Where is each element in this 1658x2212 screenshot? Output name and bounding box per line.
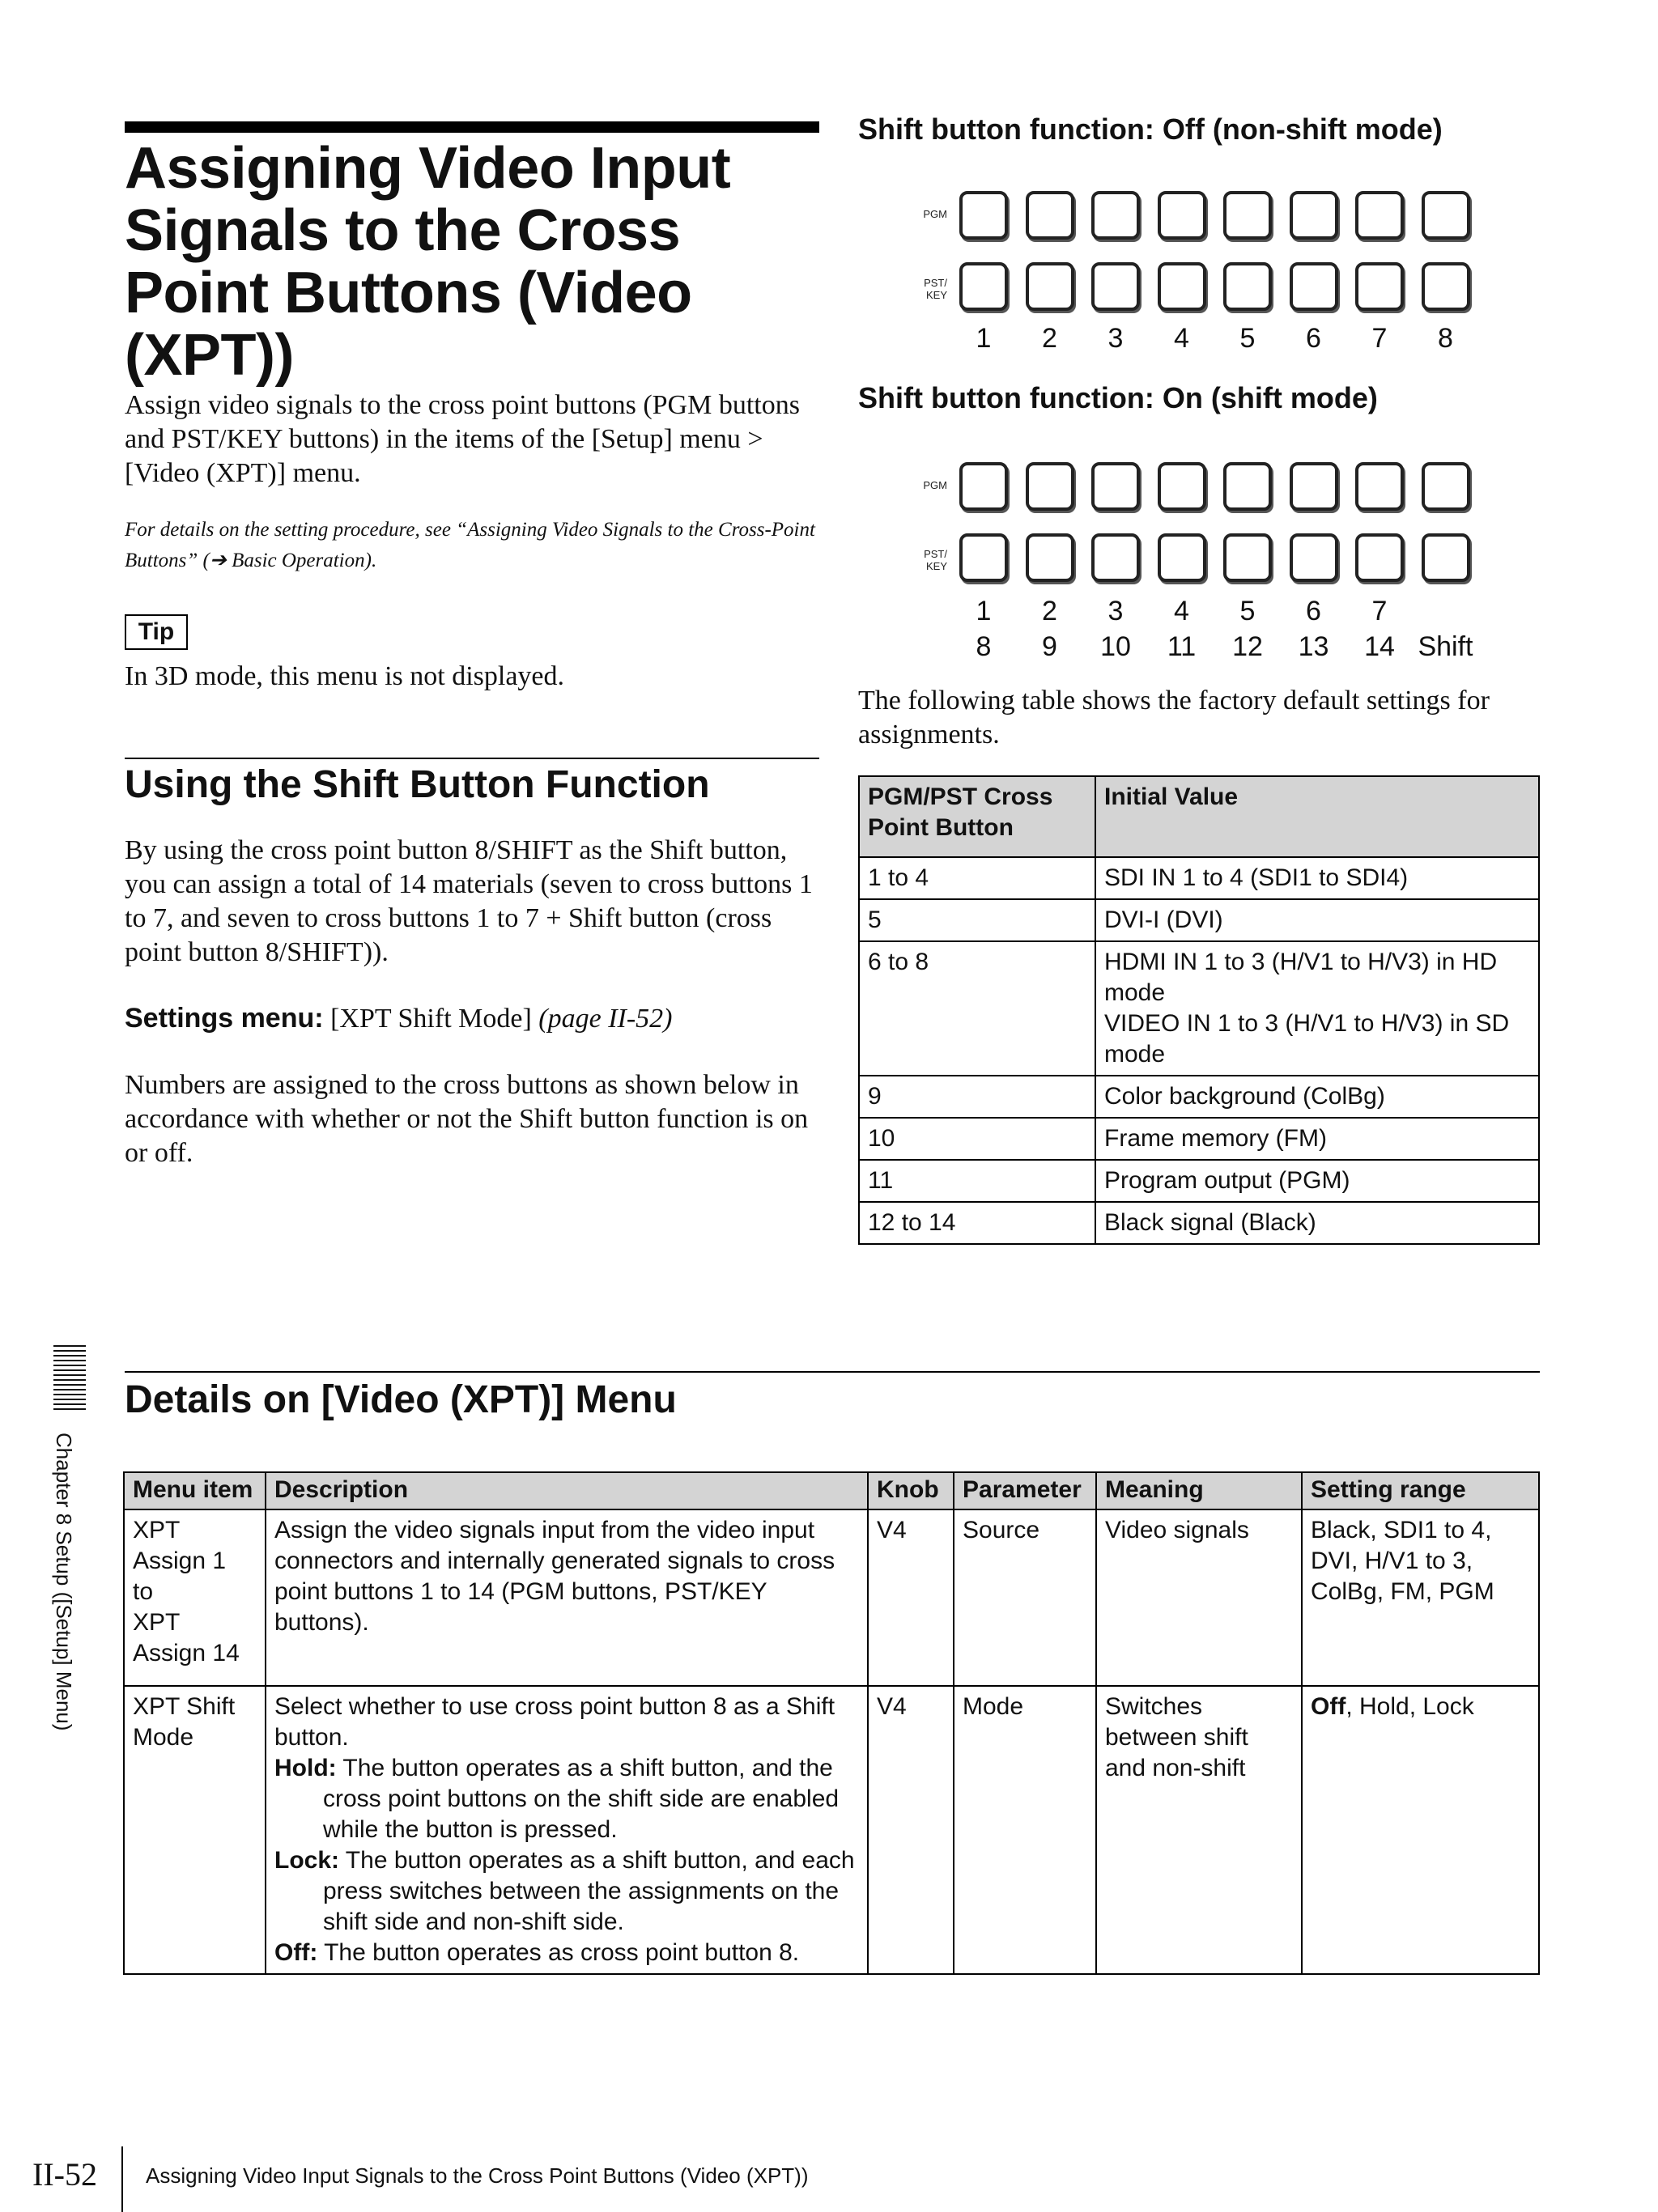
- pst-key-button-diagram: [959, 262, 1008, 311]
- pgm-button-diagram: [1026, 191, 1074, 240]
- chapter-tab-label: Chapter 8 Setup ([Setup] Menu): [52, 1433, 76, 1731]
- table-header-cell: Description: [266, 1472, 868, 1509]
- range-cell: Black, SDI1 to 4, DVI, H/V1 to 3, ColBg, FM, PGM: [1302, 1509, 1539, 1686]
- pst-key-button-diagram: [1223, 262, 1272, 311]
- initial-value-cell: Frame memory (FM): [1095, 1118, 1539, 1160]
- description-intro: Select whether to use cross point button 8 as a Shift button.: [274, 1693, 835, 1751]
- button-number: 6: [1306, 323, 1321, 354]
- description-cell: Assign the video signals input from the video input connectors and internally generated signals to cross point buttons 1 to 14 (PGM buttons, PST/KEY buttons).: [266, 1509, 868, 1686]
- pgm-button-diagram: [1355, 462, 1404, 511]
- pgm-button-diagram: [1223, 462, 1272, 511]
- pst-key-button-diagram: [1422, 533, 1470, 582]
- pst-key-button-diagram: [1290, 533, 1338, 582]
- option-label: Off:: [274, 1939, 318, 1966]
- range-default: Off: [1311, 1693, 1346, 1720]
- button-range-cell: 11: [859, 1160, 1095, 1202]
- button-number: 2: [1042, 323, 1057, 354]
- page-number: II-52: [32, 2156, 97, 2193]
- option-off: [274, 1938, 859, 1968]
- settings-page-ref: (page II-52): [538, 1004, 673, 1034]
- default-settings-table: [858, 775, 1540, 1245]
- option-hold: [274, 1753, 859, 1845]
- table-row: [859, 1202, 1539, 1244]
- pst-key-button-diagram: [1355, 533, 1404, 582]
- button-range-cell: 9: [859, 1076, 1095, 1118]
- knob-cell: V4: [868, 1686, 954, 1974]
- pst-key-button-diagram: [1026, 262, 1074, 311]
- parameter-cell: Mode: [954, 1686, 1096, 1974]
- button-number: 6: [1306, 596, 1321, 626]
- knob-cell: V4: [868, 1509, 954, 1686]
- diagram-off: [858, 186, 1554, 364]
- button-number-shift: 14: [1364, 631, 1395, 662]
- table-header-row: [859, 776, 1539, 857]
- table-header-cell: Setting range: [1302, 1472, 1539, 1509]
- pst-key-button-diagram: [1355, 262, 1404, 311]
- button-range-cell: 5: [859, 899, 1095, 941]
- button-number: 3: [1107, 323, 1124, 354]
- button-number: 5: [1239, 323, 1256, 354]
- meaning-cell: Switches between shift and non-shift: [1096, 1686, 1302, 1974]
- range-rest: , Hold, Lock: [1346, 1693, 1474, 1720]
- details-heading: Details on [Video (XPT)] Menu: [125, 1378, 677, 1421]
- pgm-button-diagram: [1091, 191, 1140, 240]
- pst-key-button-diagram: [959, 533, 1008, 582]
- initial-value-cell: Black signal (Black): [1095, 1202, 1539, 1244]
- footer-title: Assigning Video Input Signals to the Cross Point Buttons (Video (XPT)): [146, 2163, 809, 2188]
- table-header-cell: PGM/PST Cross Point Button: [859, 776, 1095, 857]
- settings-menu-value: [XPT Shift Mode]: [330, 1004, 532, 1034]
- menu-item-cell: XPT Assign 1 to XPT Assign 14: [124, 1509, 266, 1686]
- button-number-shift: 10: [1100, 631, 1131, 662]
- table-row: [859, 899, 1539, 941]
- meaning-cell: Video signals: [1096, 1509, 1302, 1686]
- settings-menu-line: [125, 1001, 821, 1036]
- details-header-row: [124, 1472, 1539, 1509]
- page-title: Assigning Video Input Signals to the Cross Point Buttons (Video (XPT)): [125, 136, 731, 388]
- pgm-button-diagram: [1158, 462, 1206, 511]
- initial-value-cell: Color background (ColBg): [1095, 1076, 1539, 1118]
- chapter-tab-marker: [53, 1345, 86, 1413]
- reference-note: For details on the setting procedure, see “Assigning Video Signals to the Cross-Point Buttons” (➔ Basic Operation).: [125, 519, 815, 571]
- button-number: 7: [1371, 596, 1388, 626]
- button-number-shift: 12: [1232, 631, 1263, 662]
- pst-key-button-diagram: [1290, 262, 1338, 311]
- button-number: 2: [1042, 596, 1057, 626]
- button-range-cell: 1 to 4: [859, 857, 1095, 899]
- parameter-cell: Source: [954, 1509, 1096, 1686]
- option-text: The button operates as a shift button, and each press switches between the assignments on the shift side and non-shift side.: [323, 1847, 855, 1935]
- table-header-cell: Menu item: [124, 1472, 266, 1509]
- initial-value-cell: HDMI IN 1 to 3 (H/V1 to H/V3) in HD mode VIDEO IN 1 to 3 (H/V1 to H/V3) in SD mode: [1095, 941, 1539, 1076]
- button-number-shift: 9: [1042, 631, 1057, 662]
- pgm-button-diagram: [1355, 191, 1404, 240]
- title-rule: [125, 121, 819, 133]
- tip-text: In 3D mode, this menu is not displayed.: [125, 661, 565, 691]
- section-rule: [125, 758, 819, 759]
- pgm-button-diagram: [1026, 462, 1074, 511]
- pgm-button-diagram: [959, 462, 1008, 511]
- button-range-cell: 12 to 14: [859, 1202, 1095, 1244]
- details-rule: [125, 1371, 1540, 1373]
- pst-key-button-diagram: [1091, 533, 1140, 582]
- range-cell: [1302, 1686, 1539, 1974]
- pst-key-button-diagram: [1223, 533, 1272, 582]
- pgm-button-diagram: [1290, 462, 1338, 511]
- button-number-shift: 11: [1167, 631, 1197, 662]
- button-range-cell: 10: [859, 1118, 1095, 1160]
- row-label-pgm: PGM: [923, 479, 947, 491]
- button-number-shift: 13: [1298, 631, 1329, 662]
- description-cell: [266, 1686, 868, 1974]
- table-header-cell: Parameter: [954, 1472, 1096, 1509]
- initial-value-cell: Program output (PGM): [1095, 1160, 1539, 1202]
- table-row: [124, 1686, 1539, 1974]
- tip-label: Tip: [125, 614, 188, 650]
- button-number: 4: [1174, 596, 1189, 626]
- pgm-button-diagram: [1158, 191, 1206, 240]
- pst-key-button-diagram: [1158, 533, 1206, 582]
- shift-section-heading: Using the Shift Button Function: [125, 763, 710, 806]
- button-range-cell: 6 to 8: [859, 941, 1095, 1076]
- option-text: The button operates as cross point button 8.: [317, 1939, 800, 1966]
- button-number: 1: [976, 323, 992, 354]
- table-row: [124, 1509, 1539, 1686]
- shift-paragraph: By using the cross point button 8/SHIFT as the Shift button, you can assign a total of 14 materials (seven to cross buttons 1 to 7, and seven to cross buttons 1 to 7 + Shift button (cross point button 8/SHIFT)).: [125, 835, 813, 967]
- diagram-on-heading: Shift button function: On (shift mode): [858, 381, 1378, 414]
- button-number: 3: [1107, 596, 1124, 626]
- settings-menu-label: Settings menu:: [125, 1003, 324, 1034]
- footer-divider: [121, 2146, 123, 2212]
- table-header-cell: Meaning: [1096, 1472, 1302, 1509]
- table-row: [859, 1160, 1539, 1202]
- pst-key-button-diagram: [1091, 262, 1140, 311]
- table-row: [859, 1076, 1539, 1118]
- pgm-button-diagram: [1290, 191, 1338, 240]
- option-label: Hold:: [274, 1755, 337, 1781]
- diagram-on: [858, 457, 1554, 668]
- button-number-shift: Shift: [1418, 631, 1473, 662]
- initial-value-cell: SDI IN 1 to 4 (SDI1 to SDI4): [1095, 857, 1539, 899]
- button-number: 1: [976, 596, 992, 626]
- option-lock: [274, 1845, 859, 1938]
- button-number: 8: [1438, 323, 1453, 354]
- table-header-cell: Knob: [868, 1472, 954, 1509]
- table-row: [859, 941, 1539, 1076]
- initial-value-cell: DVI-I (DVI): [1095, 899, 1539, 941]
- diagram-off-heading: Shift button function: Off (non-shift mode): [858, 113, 1443, 146]
- pst-key-button-diagram: [1026, 533, 1074, 582]
- details-table: [123, 1471, 1540, 1975]
- row-label-pst-key: PST/ KEY: [924, 548, 947, 572]
- table-header-cell: Initial Value: [1095, 776, 1539, 857]
- table-row: [859, 857, 1539, 899]
- intro-paragraph: Assign video signals to the cross point buttons (PGM buttons and PST/KEY buttons) in the items of the [Setup] menu > [Video (XPT)] menu.: [125, 390, 800, 488]
- table-intro: The following table shows the factory default settings for assignments.: [858, 686, 1490, 749]
- row-label-pst-key: PST/ KEY: [924, 277, 947, 301]
- row-label-pgm: PGM: [923, 208, 947, 220]
- button-number-shift: 8: [976, 631, 992, 662]
- pgm-button-diagram: [1422, 191, 1470, 240]
- button-number: 7: [1371, 323, 1388, 354]
- pgm-button-diagram: [1422, 462, 1470, 511]
- button-number: 5: [1239, 596, 1256, 626]
- pst-key-button-diagram: [1422, 262, 1470, 311]
- option-text: The button operates as a shift button, and the cross point buttons on the shift side are enabled while the button is pressed.: [323, 1755, 840, 1843]
- numbers-paragraph: Numbers are assigned to the cross buttons as shown below in accordance with whether or not the Shift button function is on or off.: [125, 1070, 809, 1168]
- table-row: [859, 1118, 1539, 1160]
- pgm-button-diagram: [1223, 191, 1272, 240]
- pgm-button-diagram: [1091, 462, 1140, 511]
- button-number: 4: [1174, 323, 1189, 354]
- pgm-button-diagram: [959, 191, 1008, 240]
- pst-key-button-diagram: [1158, 262, 1206, 311]
- option-label: Lock:: [274, 1847, 340, 1874]
- menu-item-cell: XPT Shift Mode: [124, 1686, 266, 1974]
